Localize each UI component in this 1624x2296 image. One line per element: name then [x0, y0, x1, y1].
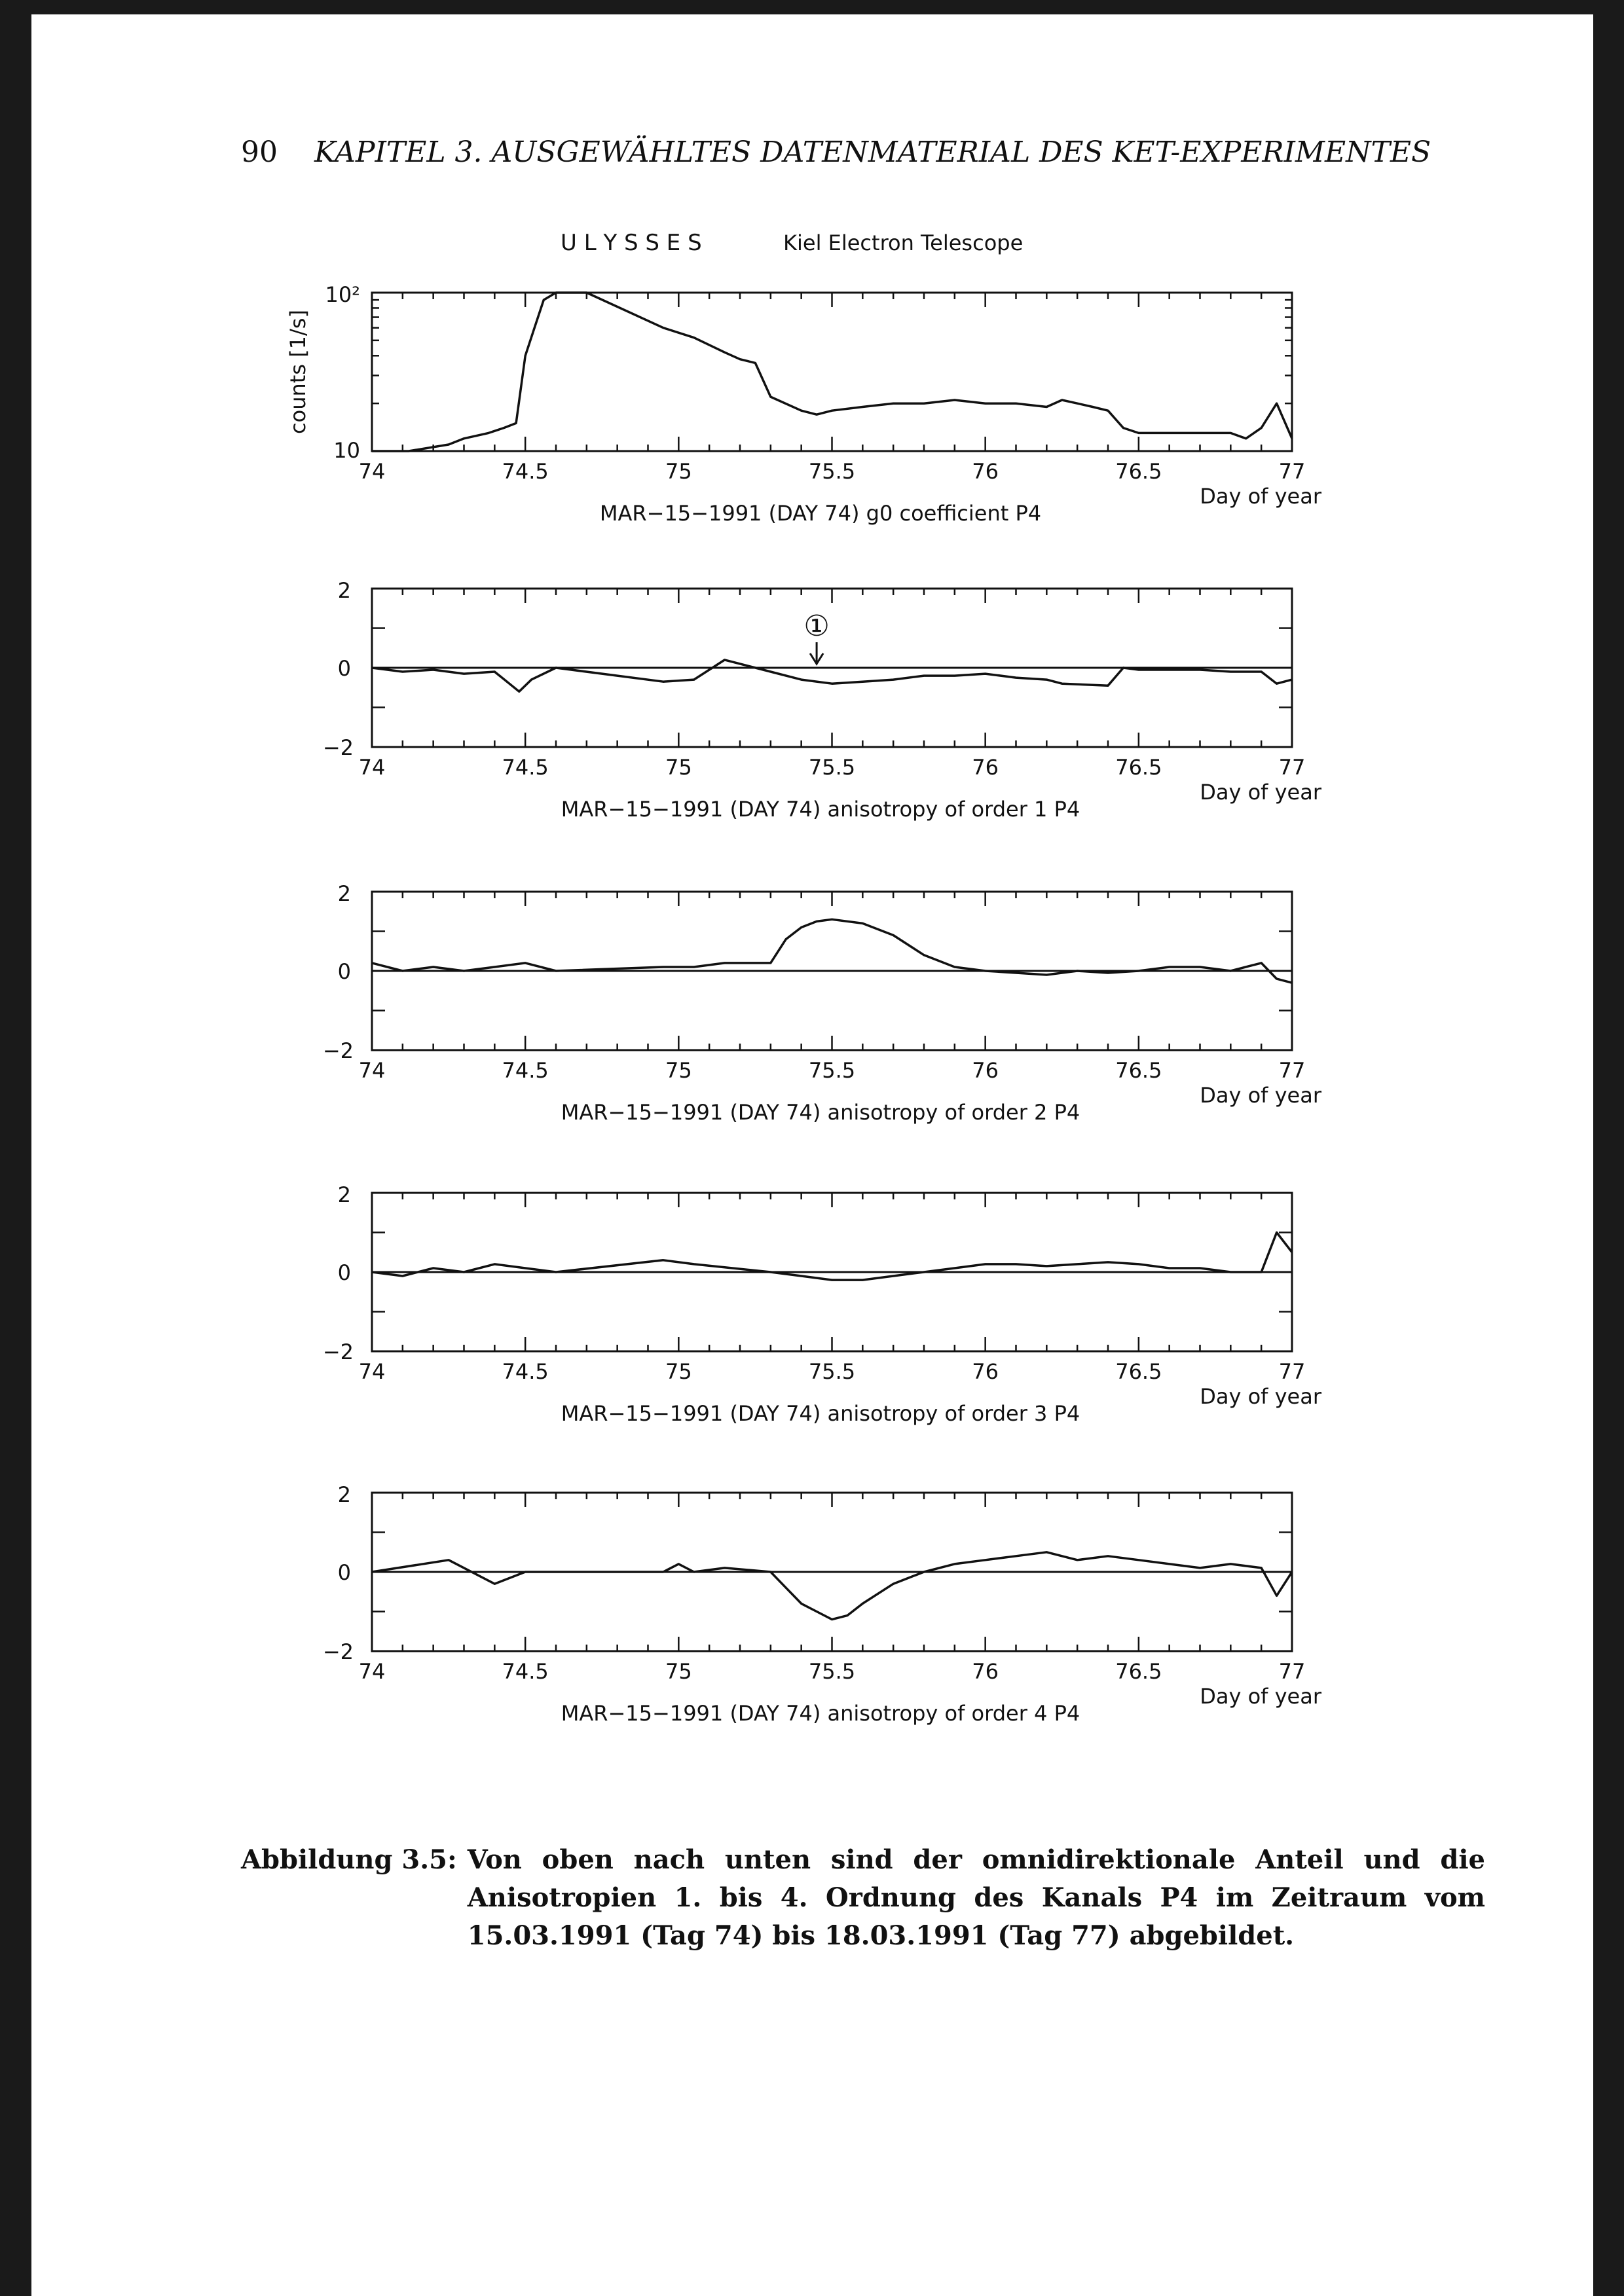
x-tick-label: 74	[358, 459, 386, 484]
document-page	[31, 14, 1593, 2296]
x-tick-label: 75	[665, 1359, 692, 1384]
y-tick-label: 2	[337, 578, 351, 603]
data-series-line	[372, 293, 1292, 451]
x-tick-label: 74	[358, 1359, 386, 1384]
x-tick-label: 76	[972, 1659, 999, 1684]
x-tick-label: 75	[665, 1659, 692, 1684]
x-tick-label: 74	[358, 755, 386, 780]
chapter-title: KAPITEL 3. AUSGEWÄHLTES DATENMATERIAL DES KET-EXPERIMENTES	[314, 136, 1431, 169]
chart-panel-1	[286, 282, 1322, 526]
x-tick-label: 74.5	[502, 459, 549, 484]
annotation-marker: ①	[803, 610, 830, 643]
page-number: 90	[241, 136, 278, 169]
chart-title: MAR−15−1991 (DAY 74) anisotropy of order 1 P4	[561, 797, 1080, 822]
figure-title-right: Kiel Electron Telescope	[783, 230, 1024, 255]
y-tick-label: −2	[322, 735, 354, 760]
x-tick-label: 75.5	[808, 1359, 856, 1384]
x-tick-label: 74.5	[502, 1359, 549, 1384]
x-tick-label: 77	[1278, 1058, 1306, 1083]
y-tick-label: 2	[337, 1182, 351, 1207]
y-tick-label: −2	[322, 1038, 354, 1063]
y-tick-label: 10²	[325, 282, 360, 307]
y-tick-label: −2	[322, 1339, 354, 1364]
caption-text: Von oben nach unten sind der omnidirektionale Anteil und die Anisotropien 1. bis 4. Ordnung des Kanals P4 im Zeitraum vom 15.03.1991 (Tag 74) bis 18.03.1991 (Tag 77) abgebildet.	[467, 1844, 1485, 1951]
x-tick-label: 76	[972, 1359, 999, 1384]
x-tick-label: 75.5	[808, 755, 856, 780]
x-tick-label: 74	[358, 1659, 386, 1684]
chart-panel-2	[323, 578, 1322, 822]
y-tick-label: 2	[337, 881, 351, 906]
y-tick-label: 2	[337, 1482, 351, 1507]
x-tick-label: 76.5	[1115, 1659, 1162, 1684]
y-tick-label: −2	[322, 1639, 354, 1664]
figure-title-left: U L Y S S E S	[561, 230, 702, 256]
chart-panel-4	[323, 1182, 1322, 1426]
y-tick-label: 0	[337, 1260, 351, 1285]
x-axis-label: Day of year	[1200, 1384, 1321, 1409]
chart-panels	[286, 282, 1322, 1726]
data-series-line	[372, 660, 1292, 691]
figure-caption	[241, 1841, 1485, 1955]
y-tick-label: 0	[337, 959, 351, 984]
x-axis-label: Day of year	[1200, 780, 1321, 805]
x-tick-label: 76.5	[1115, 1359, 1162, 1384]
chart-title: MAR−15−1991 (DAY 74) g0 coefficient P4	[599, 501, 1042, 526]
y-tick-label: 0	[337, 1560, 351, 1585]
caption-label: Abbildung 3.5:	[241, 1844, 457, 1875]
chart-panel-5	[323, 1482, 1322, 1726]
y-axis-label: counts [1/s]	[286, 310, 310, 434]
chart-title: MAR−15−1991 (DAY 74) anisotropy of order 2 P4	[561, 1100, 1080, 1125]
x-tick-label: 75.5	[808, 1058, 856, 1083]
chart-title: MAR−15−1991 (DAY 74) anisotropy of order 4 P4	[561, 1701, 1080, 1726]
x-tick-label: 76	[972, 1058, 999, 1083]
x-tick-label: 75.5	[808, 459, 856, 484]
x-tick-label: 75	[665, 1058, 692, 1083]
figure-plots	[31, 14, 1593, 1782]
x-axis-label: Day of year	[1200, 484, 1321, 509]
y-tick-label: 10	[333, 438, 360, 463]
x-tick-label: 76.5	[1115, 459, 1162, 484]
data-series-line	[372, 1552, 1292, 1620]
x-tick-label: 76.5	[1115, 1058, 1162, 1083]
x-tick-label: 76	[972, 755, 999, 780]
x-tick-label: 74.5	[502, 1659, 549, 1684]
data-series-line	[372, 919, 1292, 983]
x-tick-label: 75	[665, 459, 692, 484]
x-tick-label: 76.5	[1115, 755, 1162, 780]
chart-panel-3	[323, 881, 1322, 1125]
y-tick-label: 0	[337, 656, 351, 681]
plot-frame	[372, 293, 1292, 451]
x-axis-label: Day of year	[1200, 1684, 1321, 1709]
x-tick-label: 74.5	[502, 1058, 549, 1083]
x-tick-label: 77	[1278, 1359, 1306, 1384]
x-tick-label: 76	[972, 459, 999, 484]
x-tick-label: 77	[1278, 755, 1306, 780]
x-tick-label: 74.5	[502, 755, 549, 780]
x-tick-label: 74	[358, 1058, 386, 1083]
chart-title: MAR−15−1991 (DAY 74) anisotropy of order 3 P4	[561, 1401, 1080, 1426]
x-tick-label: 75	[665, 755, 692, 780]
x-tick-label: 77	[1278, 1659, 1306, 1684]
x-tick-label: 77	[1278, 459, 1306, 484]
x-axis-label: Day of year	[1200, 1083, 1321, 1108]
x-tick-label: 75.5	[808, 1659, 856, 1684]
